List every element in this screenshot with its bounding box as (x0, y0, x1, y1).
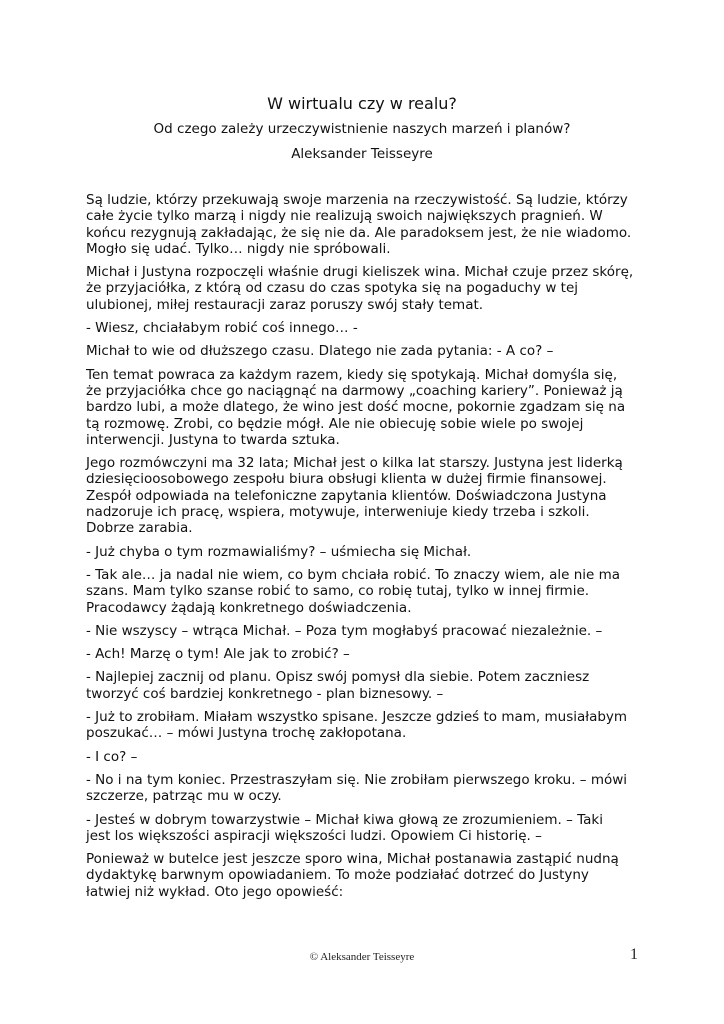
document-author: Aleksander Teisseyre (291, 146, 433, 162)
footer-copyright: © Aleksander Teisseyre (309, 951, 415, 963)
paragraph: - Już chyba o tym rozmawialiśmy? – uśmiecha się Michał. (86, 543, 472, 560)
paragraph: - Ach! Marzę o tym! Ale jak to zrobić? – (86, 646, 350, 663)
paragraph: - I co? – (86, 748, 138, 765)
paragraph: Michał i Justyna rozpoczęli właśnie drugi kieliszek wina. Michał czuje przez skórę, że przyjaciółka, z którą od czasu do czas spotyka się na pogaduchy w tej ulubionej, miłej restauracji zaraz poruszy swój stały temat. (86, 264, 634, 313)
paragraph: Są ludzie, którzy przekuwają swoje marzenia na rzeczywistość. Są ludzie, którzy całe życie tylko marzą i nigdy nie realizują swoich największych pragnień. W końcu rezygnują zakładając, że się nie da. Ale paradoksem jest, że nie wiadomo. Mogło się udać. Tylko… nigdy nie spróbowali. (86, 192, 632, 257)
document-subtitle: Od czego zależy urzeczywistnienie naszych marzeń i planów? (153, 121, 571, 137)
document-body (86, 192, 646, 907)
paragraph: - Nie wszyscy – wtrąca Michał. – Poza tym mogłabyś pracować niezależnie. – (86, 622, 603, 639)
paragraph: - No i na tym koniec. Przestraszyłam się. Nie zrobiłam pierwszego kroku. – mówi szczerze, patrząc mu w oczy. (86, 771, 628, 805)
paragraph: Jego rozmówczyni ma 32 lata; Michał jest o kilka lat starszy. Justyna jest liderką dziesięcioosobowego zespołu biura obsługi klienta w dużej firmie finansowej. Zespół odpowiada na telefoniczne zapytania klientów. Doświadczona Justyna nadzoruje ich pracę, wspiera, motywuje, interweniuje kiedy trzeba i szkoli. Dobrze zarabia. (86, 455, 623, 537)
paragraph: - Najlepiej zacznij od planu. Opisz swój pomysł dla siebie. Potem zaczniesz tworzyć coś bardziej konkretnego - plan biznesowy. – (86, 669, 590, 702)
paragraph: - Wiesz, chciałabym robić coś innego… - (86, 320, 358, 337)
paragraph: - Jesteś w dobrym towarzystwie – Michał kiwa głową ze zrozumieniem. – Taki jest los większości aspiracji większości ludzi. Opowiem Ci historię. – (86, 811, 603, 844)
page-number: 1 (630, 946, 638, 963)
paragraph: - Już to zrobiłam. Miałam wszystko spisane. Jeszcze gdzieś to mam, musiałabym poszukać… – mówi Justyna trochę zakłopotana. (86, 709, 628, 742)
document-title: W wirtualu czy w realu? (267, 94, 457, 113)
paragraph: Michał to wie od dłuższego czasu. Dlatego nie zada pytania: - A co? – (86, 343, 554, 360)
paragraph: Ten temat powraca za każdym razem, kiedy się spotykają. Michał domyśla się, że przyjaciółka chce go naciągnąć na darmowy „coaching kariery”. Ponieważ ją bardzo lubi, a może dlatego, że wino jest dość mocne, pokornie zgadzam się na tą rozmowę. Zrobi, co będzie mógł. Ale nie obiecuję sobie wiele po swojej interwencji. Justyna to twarda sztuka. (86, 366, 626, 448)
paragraph: - Tak ale… ja nadal nie wiem, co bym chciała robić. To znaczy wiem, ale nie ma szans. Mam tylko szanse robić to samo, co robię tutaj, tylko w innej firmie. Pracodawcy żądają konkretnego doświadczenia. (86, 566, 621, 616)
paragraph: Ponieważ w butelce jest jeszcze sporo wina, Michał postanawia zastąpić nudną dydaktykę barwnym opowiadaniem. To może podziałać dotrzeć do Justyny łatwiej niż wykład. Oto jego opowieść: (86, 851, 619, 900)
